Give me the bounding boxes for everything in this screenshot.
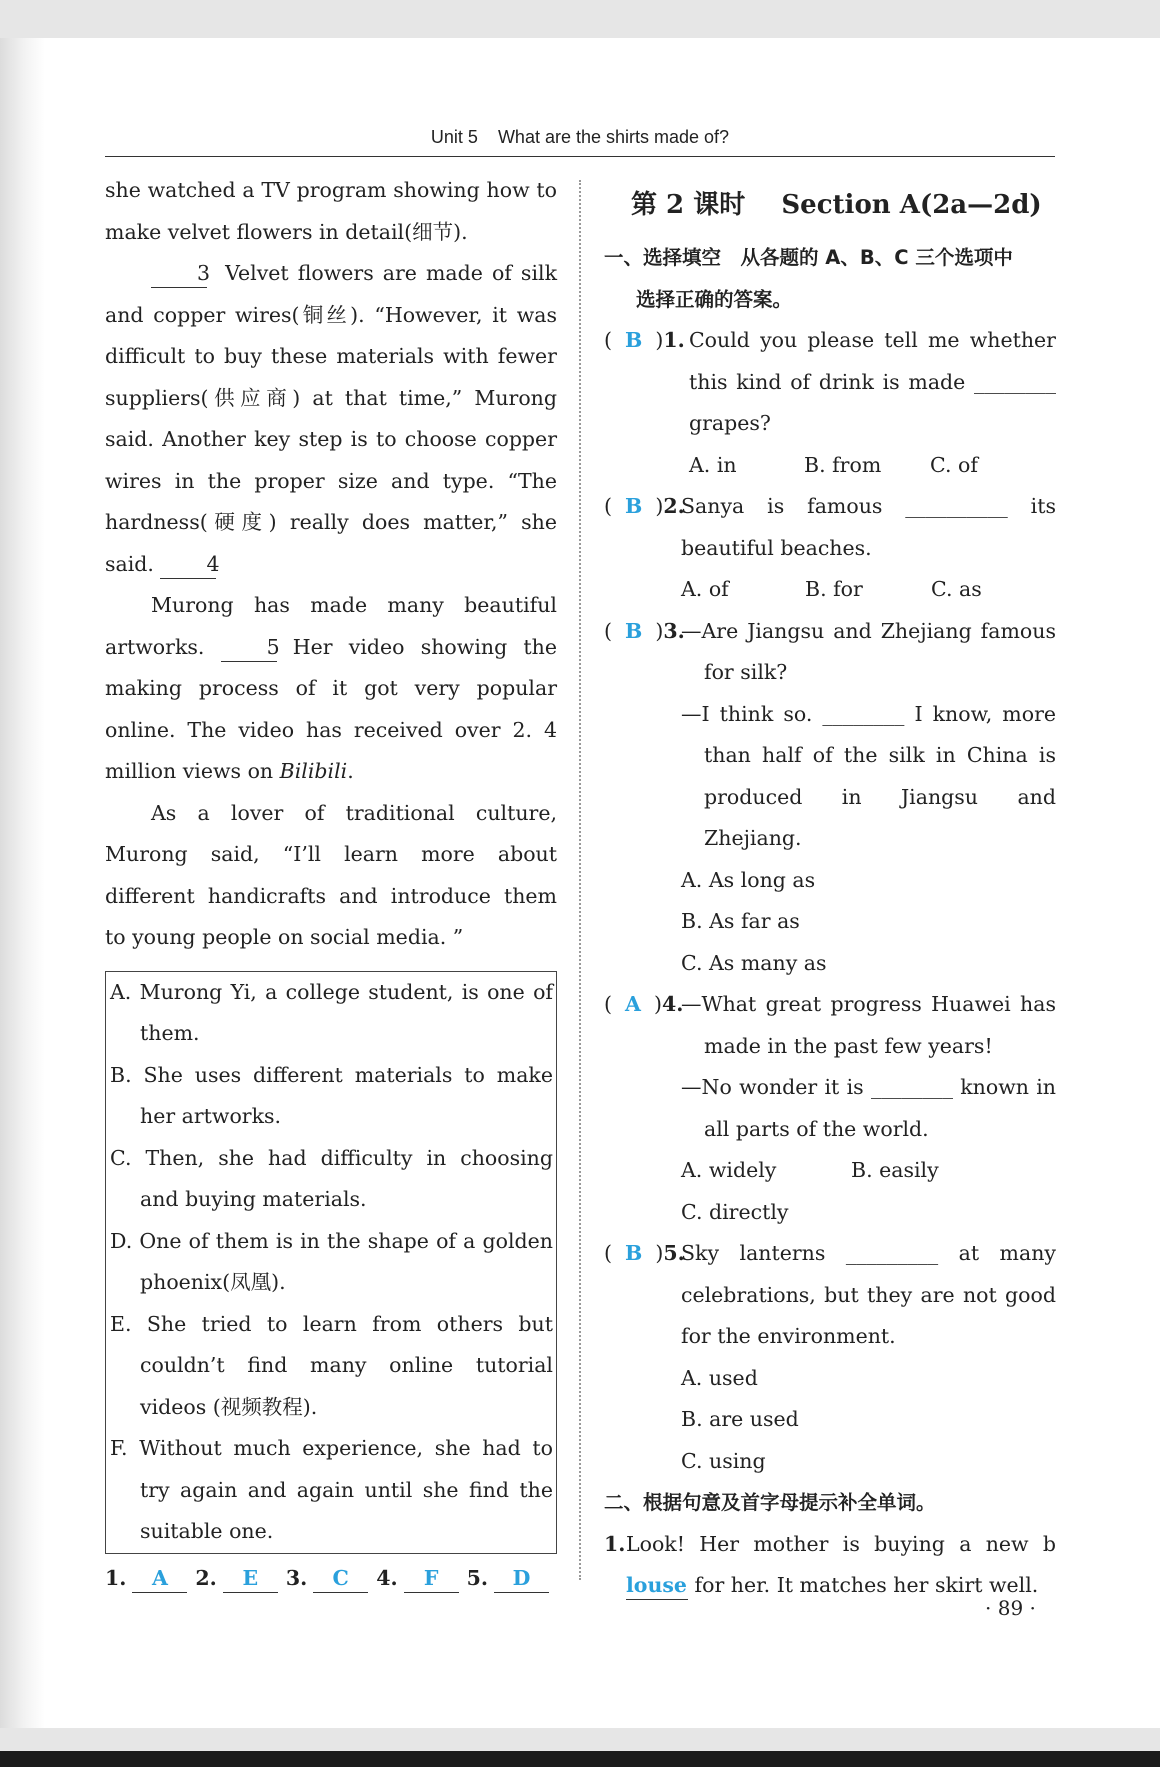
question-text: —What great progress Huawei has made in the past few years! <box>681 992 1056 1058</box>
answer-number: 2. <box>195 1565 217 1590</box>
option-d: D. One of them is in the shape of a golden phoenix(凤凰). <box>110 1228 553 1294</box>
choice-c: C. using <box>681 1448 766 1473</box>
answer-value: E <box>223 1564 278 1593</box>
answer-value: D <box>494 1564 549 1593</box>
question-number: 1. <box>663 328 685 352</box>
answer-value: C <box>313 1564 368 1593</box>
question-body <box>689 320 1056 486</box>
fill-question-text <box>626 1524 1056 1607</box>
question-1 <box>604 320 1056 486</box>
answer-value: A <box>625 992 641 1016</box>
options-box <box>105 971 557 1554</box>
question-text: —Are Jiangsu and Zhejiang famous for silk? <box>681 618 1056 684</box>
answer-value: B <box>625 1241 643 1265</box>
answer-value: B <box>625 618 643 643</box>
question-number: 1. <box>604 1531 626 1556</box>
question-number: 5. <box>663 1241 685 1265</box>
question-text: Sky lanterns _________ at many celebrations, but they are not good for the environment. <box>681 1241 1056 1348</box>
question-body <box>681 486 1056 611</box>
choice-a: A. used <box>681 1365 758 1390</box>
paragraph-3-end: . <box>347 759 354 783</box>
choice-a: A. in <box>689 452 737 477</box>
choices <box>689 445 1056 487</box>
answer-bracket: ( B )2. <box>604 494 685 518</box>
choice-c: C. as <box>931 577 982 601</box>
question-number: 2. <box>663 494 685 518</box>
section-2-title: 二、根据句意及首字母提示补全单词。 <box>604 1491 936 1514</box>
paragraph-3-text-b: Her video showing the making process of it got very popular online. The video has received over 2. 4 million views on <box>105 634 557 783</box>
choice-a: A. of <box>681 577 729 601</box>
reading-paragraph-1: she watched a TV program showing how to make velvet flowers in detail(细节). <box>105 178 557 244</box>
choice-b: B. As far as <box>681 909 800 933</box>
bilibili-text: Bilibili <box>279 759 348 783</box>
answer-number: 5. <box>466 1565 489 1590</box>
choice-b: B. are used <box>681 1407 799 1431</box>
left-column <box>105 170 557 1599</box>
answer-bracket: ( B )3. <box>604 618 685 643</box>
header-rule <box>105 156 1055 157</box>
reading-paragraph-2 <box>105 253 557 585</box>
blank-5: 5 <box>221 633 277 662</box>
answer-number: 4. <box>376 1565 398 1590</box>
blank-3: 3 <box>151 259 207 288</box>
reading-paragraph-3 <box>105 585 557 793</box>
choice-a: A. As long as <box>681 867 816 892</box>
question-4 <box>604 984 1056 1233</box>
answer-bracket: ( A )4. <box>604 992 684 1016</box>
section-1-title <box>604 237 1056 320</box>
running-header: Unit 5 What are the shirts made of? <box>430 127 730 147</box>
option-e: E. She tried to learn from others but couldn’t find many online tutorial videos (视频教程). <box>110 1311 553 1419</box>
choice-b: B. easily <box>851 1158 939 1182</box>
choice-b: B. from <box>804 452 882 477</box>
question-number: 3. <box>663 618 685 643</box>
option-a: A. Murong Yi, a college student, is one of them. <box>110 979 553 1045</box>
column-divider <box>579 180 581 1580</box>
choice-a: A. widely <box>681 1158 777 1182</box>
lesson-title: 第 2 课时 Section A(2a—2d) <box>631 190 1042 220</box>
question-body <box>681 611 1056 985</box>
choices <box>681 569 1056 611</box>
question-5 <box>604 1233 1056 1482</box>
answer-bracket: ( B )5. <box>604 1241 685 1265</box>
answer-number: 3. <box>285 1565 308 1590</box>
question-text-2: —No wonder it is ________ known in all parts of the world. <box>681 1075 1056 1141</box>
fill-answer: louse <box>626 1571 688 1600</box>
fill-text-a: Look! Her mother is buying a new b <box>626 1531 1056 1556</box>
answer-value: B <box>625 494 643 518</box>
right-column <box>604 185 1056 1607</box>
choice-b: B. for <box>805 577 863 601</box>
question-body <box>681 984 1056 1233</box>
section-1-title-line-1: 一、选择填空 从各题的 A、B、C 三个选项中 <box>604 246 1013 269</box>
paragraph-3-text-a: Murong has made many beautiful artworks. <box>105 593 557 659</box>
answer-value: B <box>625 328 643 352</box>
question-2 <box>604 486 1056 611</box>
question-number: 4. <box>661 992 684 1016</box>
answer-row <box>105 1558 557 1600</box>
page-number: · 89 · <box>985 1596 1036 1620</box>
choice-c: C. directly <box>681 1199 789 1224</box>
question-text: Could you please tell me whether this kind of drink is made ________ grapes? <box>689 328 1056 435</box>
choices <box>681 1150 1056 1192</box>
reading-paragraph-4: As a lover of traditional culture, Murong said, “I’ll learn more about different handicrafts and introduce them to young people on social media. ” <box>105 800 557 949</box>
paragraph-2-text: Velvet flowers are made of silk and copper wires(铜丝). “However, it was difficult to buy these materials with fewer suppliers(供应商) at that time,” Murong said. Another key step is to choose copper wires in the proper size and type. “The hardness(硬度) really does matter,” she said. <box>105 261 557 576</box>
option-c: C. Then, she had difficulty in choosing and buying materials. <box>110 1145 553 1211</box>
answer-value: A <box>132 1564 187 1593</box>
fill-question-1 <box>604 1524 1056 1607</box>
blank-4: 4 <box>160 550 216 579</box>
answer-number: 1. <box>105 1565 127 1590</box>
answer-bracket: ( B )1. <box>604 328 685 352</box>
section-1-title-line-2: 选择正确的答案。 <box>636 287 793 311</box>
question-text: Sanya is famous __________ its beautiful beaches. <box>681 494 1056 560</box>
fill-text-b: for her. It matches her skirt well. <box>694 1573 1039 1597</box>
answer-value: F <box>404 1564 459 1593</box>
question-body <box>681 1233 1056 1482</box>
option-f: F. Without much experience, she had to try again and again until she find the suitable one. <box>110 1436 553 1543</box>
option-b: B. She uses different materials to make her artworks. <box>110 1062 553 1128</box>
bottom-bar <box>0 1751 1160 1767</box>
choice-c: C. As many as <box>681 950 827 975</box>
question-text-2: —I think so. ________ I know, more than half of the silk in China is produced in Jiangsu and Zhejiang. <box>681 701 1056 850</box>
choice-c: C. of <box>930 452 978 477</box>
question-3 <box>604 611 1056 985</box>
